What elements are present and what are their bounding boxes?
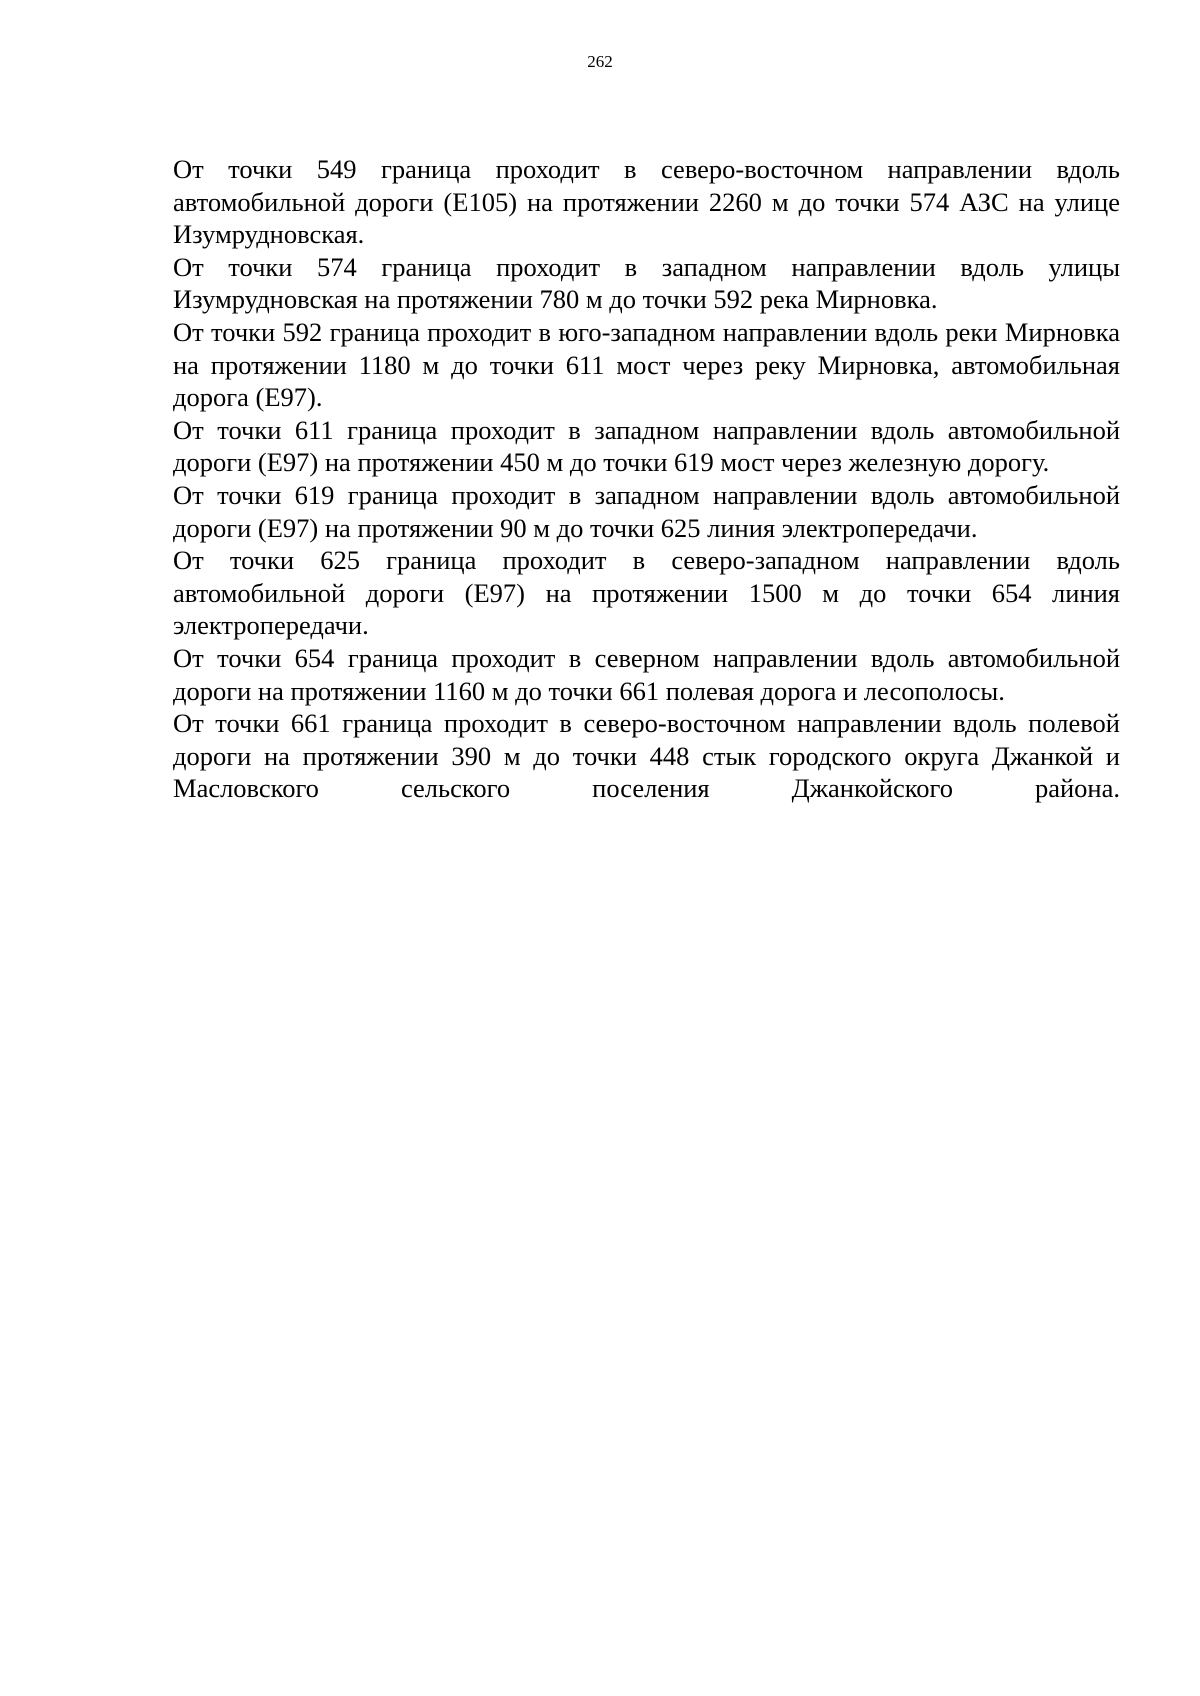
paragraph-point-661: От точки 661 граница проходит в северо-восточном направлении вдоль полевой дороги на протяжении 390 м до точки 448 стык городского округа Джанкой и Масловского сельского поселения Джанкойского района. <box>173 708 1120 804</box>
paragraph-point-611: От точки 611 граница проходит в западном направлении вдоль автомобильной дороги (Е97) на протяжении 450 м до точки 619 мост через железную дорогу. <box>173 414 1120 478</box>
paragraph-point-592: От точки 592 граница проходит в юго-западном направлении вдоль реки Мирновка на протяжении 1180 м до точки 611 мост через реку Мирновка, автомобильная дорога (Е97). <box>173 316 1120 413</box>
paragraph-point-549: От точки 549 граница проходит в северо-восточном направлении вдоль автомобильной дороги (Е105) на протяжении 2260 м до точки 574 АЗС на улице Изумрудновская. <box>173 154 1120 250</box>
page-number: 262 <box>587 52 613 71</box>
document-body <box>173 153 1120 805</box>
paragraph-point-625: От точки 625 граница проходит в северо-западном направлении вдоль автомобильной дороги (Е97) на протяжении 1500 м до точки 654 линия электропередачи. <box>173 545 1120 641</box>
paragraph-point-574: От точки 574 граница проходит в западном направлении вдоль улицы Изумрудновская на протяжении 780 м до точки 592 река Мирновка. <box>173 251 1120 315</box>
paragraph-point-654: От точки 654 граница проходит в северном направлении вдоль автомобильной дороги на протяжении 1160 м до точки 661 полевая дорога и лесополосы. <box>173 642 1120 706</box>
paragraph-point-619: От точки 619 граница проходит в западном направлении вдоль автомобильной дороги (Е97) на протяжении 90 м до точки 625 линия электропередачи. <box>173 479 1120 543</box>
